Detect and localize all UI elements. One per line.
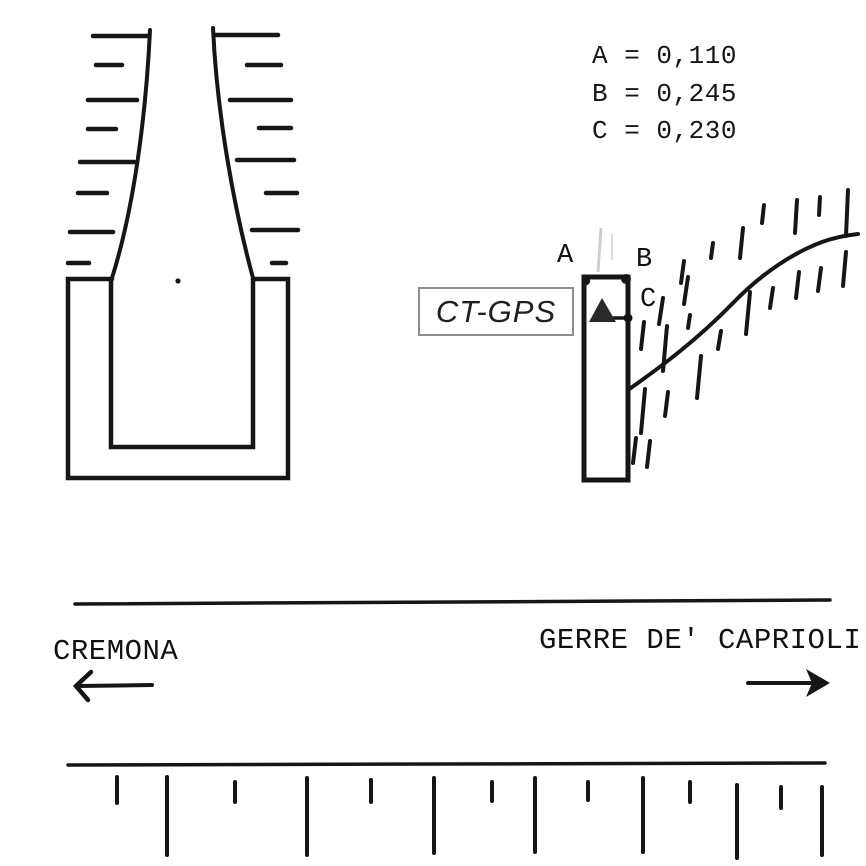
benchmark-dot <box>175 278 180 283</box>
station-name-box <box>418 287 574 336</box>
hatch-stroke <box>681 261 684 283</box>
hatch-stroke <box>796 272 799 298</box>
hatch-stroke <box>718 331 721 349</box>
hatch-stroke <box>641 389 645 433</box>
hatch-stroke <box>846 190 848 236</box>
station-name-label: CT-GPS <box>435 293 557 329</box>
point-b-label: B <box>636 245 653 275</box>
embankment-hatches <box>633 190 848 467</box>
west-arrow-icon <box>76 672 152 700</box>
station-triangle-marker <box>589 298 616 322</box>
hatch-stroke <box>697 356 701 398</box>
monument-section-drawing <box>68 28 298 478</box>
direction-arrows <box>76 669 830 700</box>
hatch-stroke <box>659 298 663 324</box>
hatch-stroke <box>688 315 690 328</box>
terrain-drawing <box>628 190 858 467</box>
measurement-c: C = 0,230 <box>592 116 737 146</box>
soil-hatch-left <box>68 36 149 263</box>
hatch-stroke <box>740 228 743 258</box>
hatch-stroke <box>665 392 668 416</box>
road-lower-line <box>68 763 825 765</box>
scan-smudge <box>598 228 601 272</box>
point-c-label: C <box>640 285 657 315</box>
point-b-dot <box>621 274 631 284</box>
hatch-stroke <box>762 205 764 223</box>
road-upper-line <box>75 600 830 604</box>
hatch-stroke <box>684 277 688 304</box>
pillar-plan-drawing <box>582 228 633 480</box>
hatch-stroke <box>843 252 846 286</box>
measurement-a: A = 0,110 <box>592 41 737 71</box>
hatch-stroke <box>746 292 750 334</box>
offset-measurements <box>592 41 737 154</box>
hatch-stroke <box>818 268 821 291</box>
hatch-stroke <box>819 197 820 215</box>
hatch-stroke <box>641 322 644 349</box>
hatch-stroke <box>770 288 773 308</box>
guardrail-ticks <box>117 777 822 858</box>
hatch-stroke <box>647 441 650 467</box>
inner-chamber-outline <box>111 279 253 447</box>
east-arrow-icon <box>748 669 830 697</box>
direction-left-label: CREMONA <box>53 635 179 668</box>
point-a-label: A <box>557 241 574 271</box>
direction-right-label: GERRE DE' CAPRIOLI <box>539 624 862 657</box>
measurement-b: B = 0,245 <box>592 78 737 109</box>
hatch-stroke <box>711 243 713 258</box>
point-a-dot <box>582 277 590 285</box>
hatch-stroke <box>795 200 797 233</box>
hatch-stroke <box>633 438 636 463</box>
